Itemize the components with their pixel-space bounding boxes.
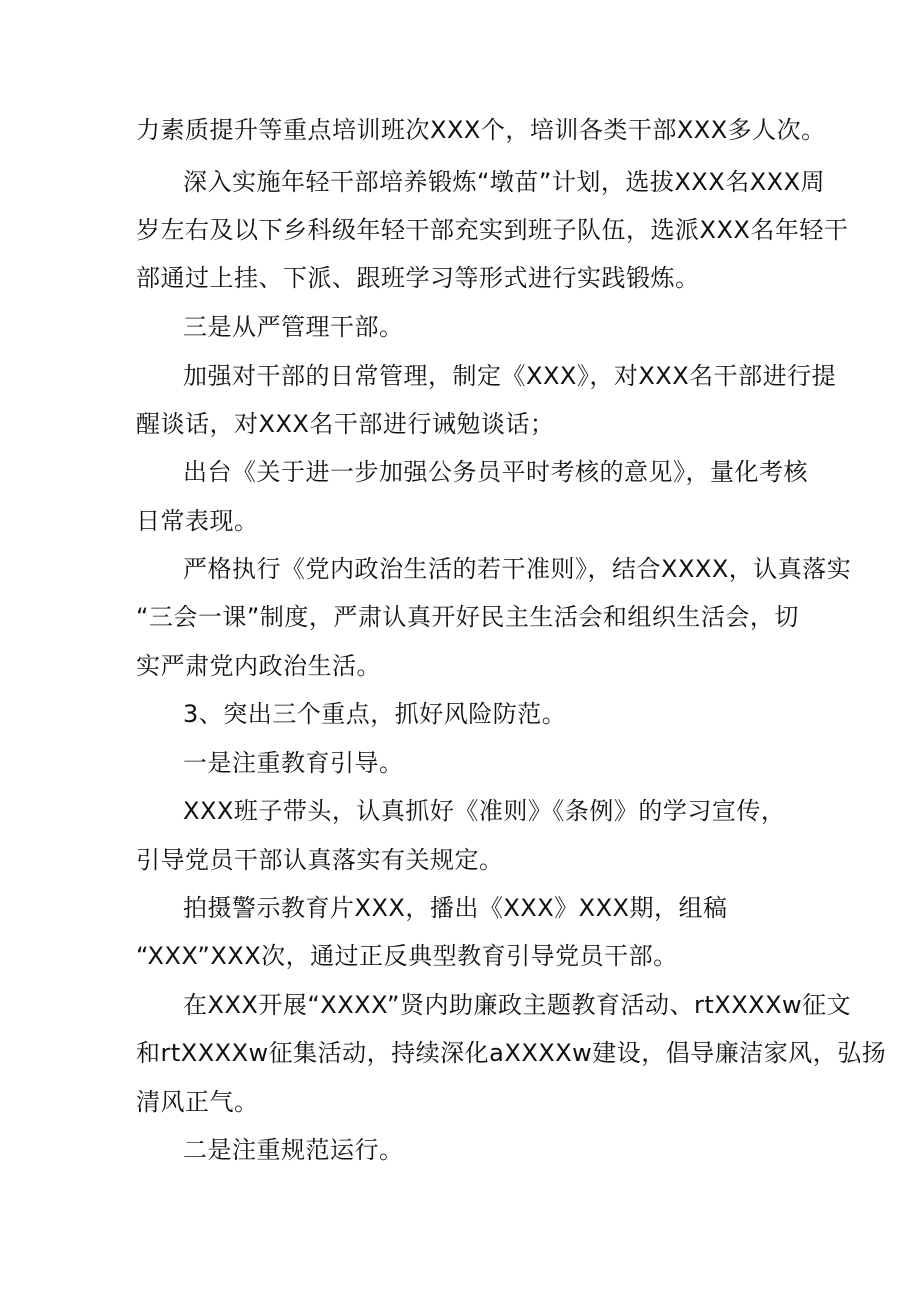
paragraph-line: 醒谈话，对XXX名干部进行诫勉谈话； (136, 410, 555, 438)
paragraph-line: 严格执行《党内政治生活的若干准则》，结合XXXX，认真落实 (183, 555, 852, 583)
paragraph-line: 和rtXXXXw征集活动，持续深化aXXXXw建设，倡导廉洁家风，弘扬 (136, 1039, 887, 1067)
paragraph-line: 拍摄警示教育片XXX，播出《XXX》XXX期，组稿 (183, 894, 728, 922)
paragraph-line: 出台《关于进一步加强公务员平时考核的意见》，量化考核 (183, 458, 808, 486)
paragraph-line: 部通过上挂、下派、跟班学习等形式进行实践锻炼。 (136, 264, 700, 292)
paragraph-line: 引导党员干部认真落实有关规定。 (136, 846, 504, 874)
paragraph-line: 岁左右及以下乡科级年轻干部充实到班子队伍，选派XXX名年轻干 (136, 216, 849, 244)
section-heading: 3、突出三个重点，抓好风险防范。 (183, 700, 567, 728)
paragraph-line: “XXX”XXX次，通过正反典型教育引导党员干部。 (136, 942, 678, 970)
paragraph-line: 日常表现。 (136, 507, 259, 535)
paragraph-line: 加强对干部的日常管理，制定《XXX》，对XXX名干部进行提 (183, 362, 837, 390)
paragraph-line: 实严肃党内政治生活。 (136, 652, 381, 680)
paragraph-line: 深入实施年轻干部培养锻炼“墩苗”计划，选拔XXX名XXX周 (183, 168, 826, 196)
paragraph-line: “三会一课”制度，严肃认真开好民主生活会和组织生活会，切 (136, 603, 799, 631)
section-heading: 三是从严管理干部。 (183, 313, 404, 341)
paragraph-line: 在XXX开展“XXXX”贤内助廉政主题教育活动、rtXXXXw征文 (183, 991, 852, 1019)
paragraph-line: XXX班子带头，认真抓好《准则》《条例》的学习宣传， (183, 797, 786, 825)
section-heading: 二是注重规范运行。 (183, 1136, 404, 1164)
paragraph-line: 力素质提升等重点培训班次XXX个，培训各类干部XXX多人次。 (136, 116, 826, 144)
section-heading: 一是注重教育引导。 (183, 749, 404, 777)
paragraph-line: 清风正气。 (136, 1088, 259, 1116)
